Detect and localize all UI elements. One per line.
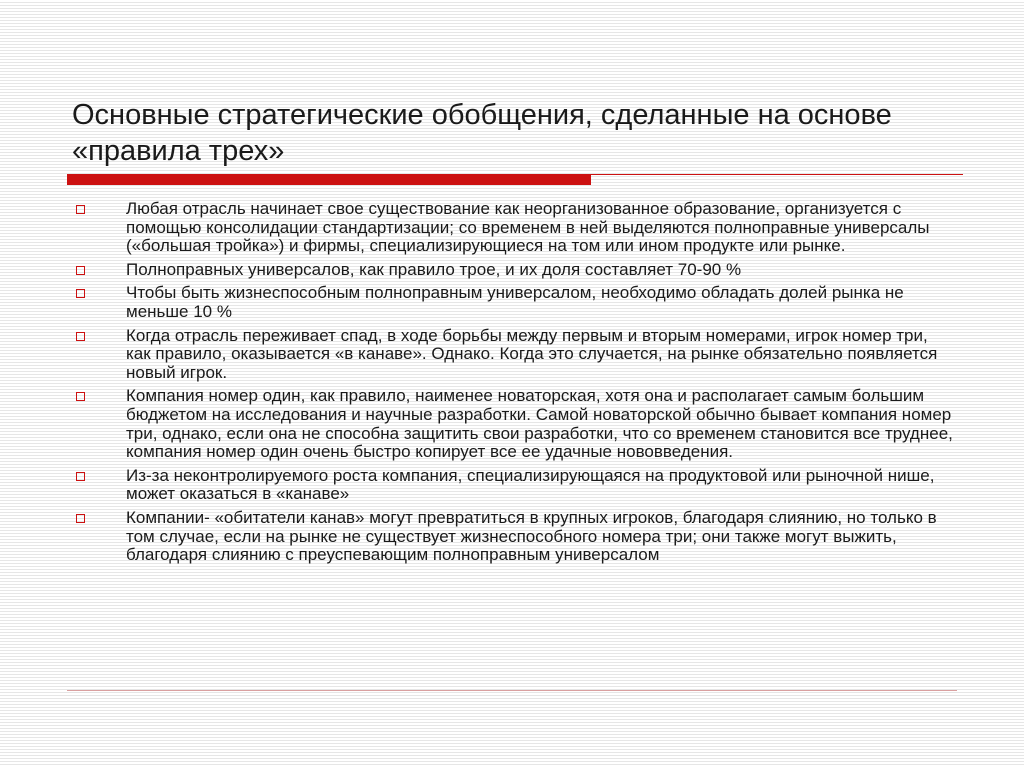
title-underline: [67, 172, 963, 186]
title-underline-bar: [67, 174, 591, 185]
footer-divider: [67, 690, 957, 691]
hollow-square-bullet-icon: [76, 514, 85, 523]
bullet-item: [76, 509, 956, 565]
bullet-text: Когда отрасль переживает спад, в ходе борьбы между первым и вторым номерами, игрок номер три, как правило, оказывается «в канаве». Однако. Когда это случается, на рынке обязательно появляется новый игрок.: [126, 325, 938, 382]
bullet-item: [76, 387, 956, 461]
hollow-square-bullet-icon: [76, 392, 85, 401]
bullet-text: Из-за неконтролируемого роста компания, специализирующаяся на продуктовой или рыночной нише, может оказаться в «канаве»: [126, 465, 935, 504]
hollow-square-bullet-icon: [76, 472, 85, 481]
hollow-square-bullet-icon: [76, 266, 85, 275]
bullet-text: Любая отрасль начинает свое существование как неорганизованное образование, организуется с помощью консолидации стандартизации; со временем в ней выделяются полноправные универсалы («большая тройка») и фирмы, специализирующиеся на том или ином продукте или рынке.: [126, 199, 930, 256]
bullet-list: [76, 200, 956, 570]
bullet-text: Компании- «обитатели канав» могут превратиться в крупных игроков, благодаря слиянию, но только в том случае, если на рынке не существует жизнеспособного номера три; они также могут выжить, благодаря слиянию с преуспевающим полноправным универсалом: [126, 507, 937, 565]
hollow-square-bullet-icon: [76, 205, 85, 214]
hollow-square-bullet-icon: [76, 332, 85, 341]
bullet-item: [76, 284, 956, 321]
slide-title: Основные стратегические обобщения, сделанные на основе «правила трех»: [72, 99, 892, 167]
hollow-square-bullet-icon: [76, 289, 85, 298]
bullet-item: [76, 467, 956, 504]
bullet-text: Полноправных универсалов, как правило трое, и их доля составляет 70-90 %: [126, 259, 742, 279]
bullet-text: Чтобы быть жизнеспособным полноправным универсалом, необходимо обладать долей рынка не меньше 10 %: [126, 283, 904, 321]
bullet-text: Компания номер один, как правило, наименее новаторская, хотя она и располагает самым большим бюджетом на исследования и научные разработки. Самой новаторской обычно бывает компания номер три, однако, если она не способна защитить свои разработки, что со временем становится все труднее, компания номер один очень быстро копирует все ее удачные нововведения.: [126, 386, 953, 462]
bullet-item: [76, 200, 956, 256]
bullet-item: [76, 261, 956, 280]
title-underline-line: [591, 174, 963, 175]
bullet-item: [76, 327, 956, 383]
